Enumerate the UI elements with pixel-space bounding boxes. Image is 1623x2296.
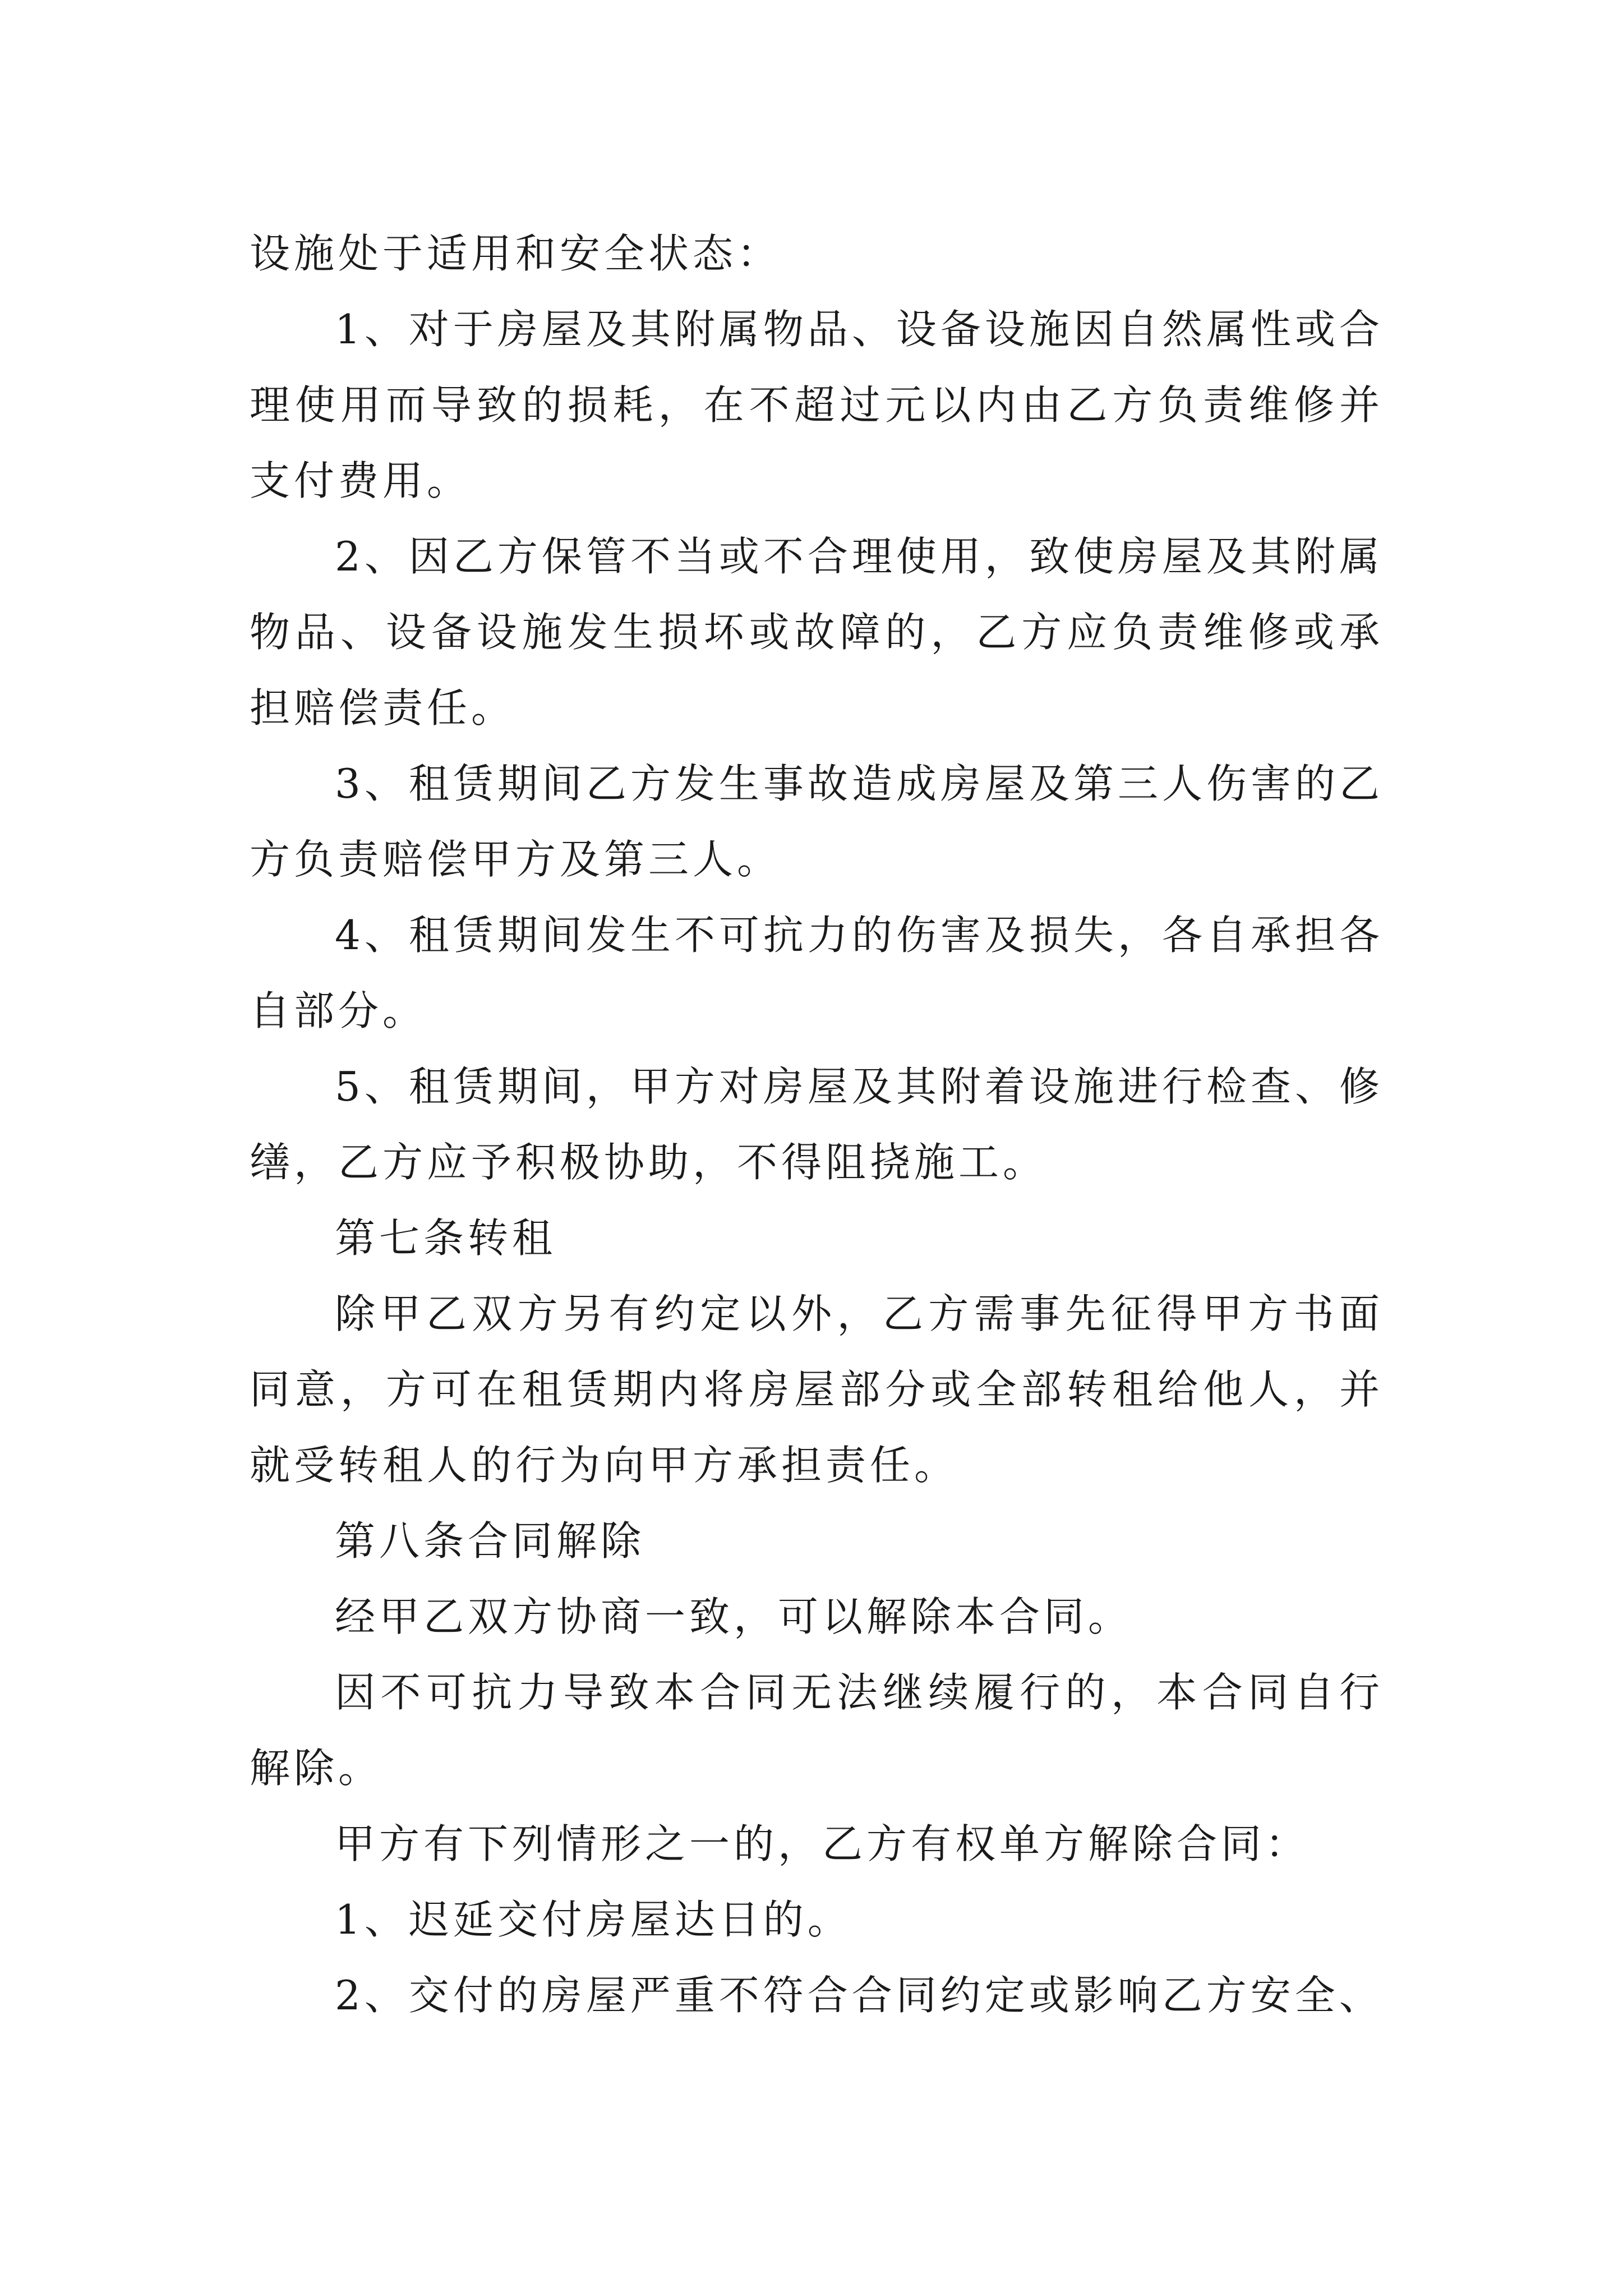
- paragraph-unilateral-termination: 甲方有下列情形之一的，乙方有权单方解除合同：: [335, 1820, 1310, 1867]
- paragraph-clause-5-inspection: 5、租赁期间，甲方对房屋及其附着设施进行检查、修缮，乙方应予积极协助，不得阻挠施工。: [250, 1063, 1384, 1186]
- paragraph-termination-item-1: 1、迟延交付房屋达日的。: [335, 1896, 852, 1943]
- section-heading-article-8: 第八条合同解除: [335, 1517, 645, 1565]
- paragraph-clause-2-damage: 2、因乙方保管不当或不合理使用，致使房屋及其附属物品、设备设施发生损坏或故障的，乙方应负责维修或承担赔偿责任。: [250, 533, 1384, 731]
- document-body: [250, 216, 1384, 2033]
- section-heading-article-7: 第七条转租: [335, 1214, 557, 1262]
- paragraph-clause-4-force-majeure: 4、租赁期间发生不可抗力的伤害及损失，各自承担各自部分。: [250, 912, 1384, 1034]
- paragraph-sublease: 除甲乙双方另有约定以外，乙方需事先征得甲方书面同意，方可在租赁期内将房屋部分或全部转租给他人，并就受转租人的行为向甲方承担责任。: [250, 1290, 1384, 1489]
- paragraph-mutual-termination: 经甲乙双方协商一致，可以解除本合同。: [335, 1593, 1133, 1640]
- paragraph-clause-1-wear: 1、对于房屋及其附属物品、设备设施因自然属性或合理使用而导致的损耗，在不超过元以内由乙方负责维修并支付费用。: [250, 306, 1384, 504]
- paragraph-facilities-status: 设施处于适用和安全状态：: [250, 230, 782, 277]
- paragraph-clause-3-accident: 3、租赁期间乙方发生事故造成房屋及第三人伤害的乙方负责赔偿甲方及第三人。: [250, 760, 1384, 883]
- paragraph-force-majeure-termination: 因不可抗力导致本合同无法继续履行的，本合同自行解除。: [250, 1669, 1384, 1792]
- paragraph-termination-item-2: 2、交付的房屋严重不符合合同约定或影响乙方安全、: [335, 1972, 1384, 2019]
